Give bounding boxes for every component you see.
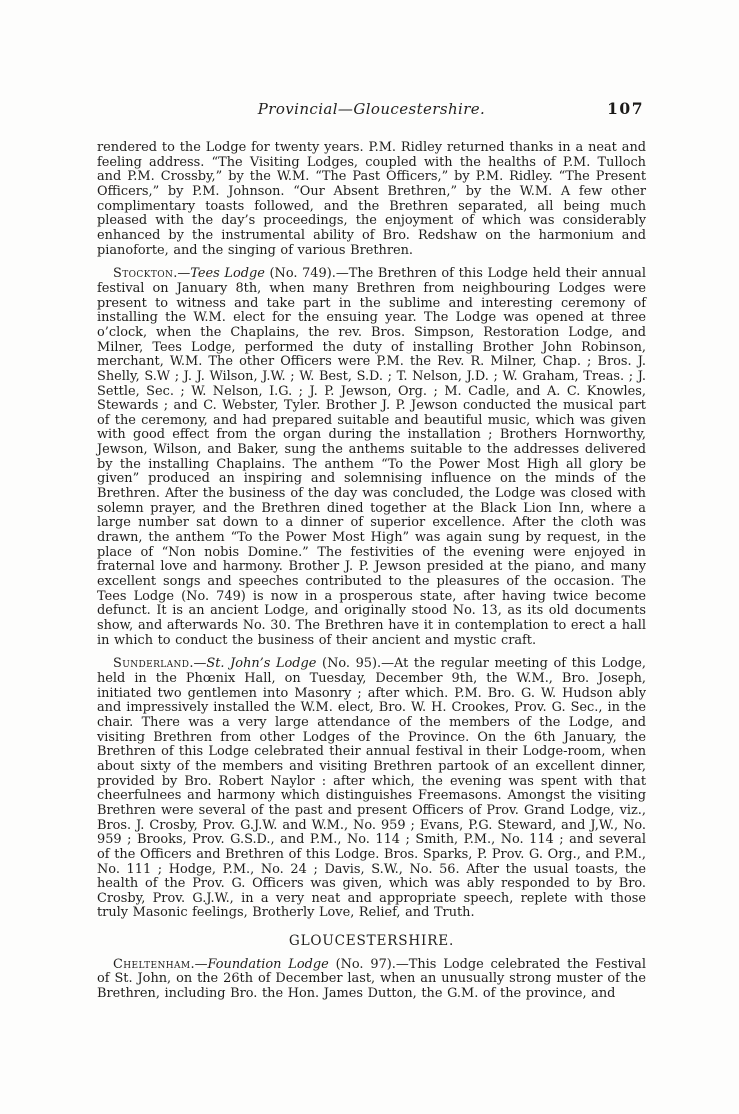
page-number: 107 [607, 99, 644, 118]
entry-lodge-name: Foundation Lodge [207, 956, 329, 972]
entry-lodge-name: St. John’s Lodge [206, 656, 317, 672]
entry-lodge-name: Tees Lodge [190, 266, 265, 282]
entry-place-name: Cheltenham [113, 956, 191, 972]
page-body [97, 141, 646, 1002]
entry-place-name: Stockton [113, 266, 174, 282]
entry-body-text: (No. 97).—This Lodge celebrated the Festival of St. John, on the 26th of December last, when an unusually strong muster of the Brethren, including Bro. the Hon. James Dutton, the G.M. of the province, and [97, 956, 646, 1002]
entry-separator: .— [173, 266, 191, 282]
continuation-paragraph [97, 141, 646, 258]
entry-separator: .— [190, 956, 208, 972]
running-header-title: Provincial—Gloucestershire. [257, 100, 486, 118]
entry-place-name: Sunderland [113, 656, 190, 672]
entry-body-text: (No. 95).—At the regular meeting of this Lodge, held in the Phœnix Hall, on Tuesday, December 9th, the W.M., Bro. Joseph, initiated two gentlemen into Masonry ; after which. P.M. Bro. G. W. Hudson ably and impressively installed the W.M. elect, Bro. W. H. Crookes, Prov. G. Sec., in the chair. There was a very large attendance of the members of the Lodge, and visiting Brethren from other Lodges of the Province. On the 6th January, the Brethren of this Lodge celebrated their annual festival in their Lodge-room, when about sixty of the members and visiting Brethren partook of an excellent dinner, provided by Bro. Robert Naylor : after which, the evening was spent with that cheerfulnees and harmony which distinguishes Freemasons. Amongst the visiting Brethren were several of the past and present Officers of Prov. Grand Lodge, viz., Bros. J. Crosby, Prov. G.J.W. and W.M., No. 959 ; Evans, P.G. Steward, and J,W., No. 959 ; Brooks, Prov. G.S.D., and P.M., No. 114 ; Smith, P.M., No. 114 ; and several of the Officers and Brethren of this Lodge. Bros. Sparks, P. Prov. G. Org., and P.M., No. 111 ; Hodge, P.M., No. 24 ; Davis, S.W., No. 56. After the usual toasts, the health of the Prov. G. Officers was given, which was ably responded to by Bro. Crosby, Prov. G.J.W., in a very neat and appropriate speech, replete with those truly Masonic feelings, Brotherly Love, Relief, and Truth. [97, 656, 646, 921]
lodge-entry-stockton [97, 267, 646, 648]
entry-separator: .— [189, 656, 207, 672]
section-heading-gloucestershire: GLOUCESTERSHIRE. [288, 933, 455, 950]
continuation-paragraph-text: rendered to the Lodge for twenty years. P.M. Ridley returned thanks in a neat and feeling address. “The Visiting Lodges, coupled with the healths of P.M. Tulloch and P.M. Crossby,” by the W.M. “The Past Officers,” by P.M. Ridley. “The Present Officers,” by P.M. Johnson. “Our Absent Brethren,” by the W.M. A few other complimentary toasts followed, and the Brethren separated, all being much pleased with the day’s proceedings, the enjoyment of which was considerably enhanced by the instrumental ability of Bro. Redshaw on the harmonium and pianoforte, and the singing of various Brethren. [97, 140, 646, 258]
lodge-entry-sunderland [97, 657, 646, 921]
text-column [97, 0, 646, 1002]
running-header [97, 100, 646, 120]
lodge-entry-cheltenham [97, 958, 646, 1002]
entry-body-text: (No. 749).—The Brethren of this Lodge held their annual festival on January 8th, when many Brethren from neighbouring Lodges were present to witness and take part in the sublime and interesting ceremony of installing the W.M. elect for the ensuing year. The Lodge was opened at three o’clock, when the Chaplains, the rev. Bros. Simpson, Restoration Lodge, and Milner, Tees Lodge, performed the duty of installing Brother John Robinson, merchant, W.M. The other Officers were P.M. the Rev. R. Milner, Chap. ; Bros. J. Shelly, S.W ; J. J. Wilson, J.W. ; W. Best, S.D. ; T. Nelson, J.D. ; W. Graham, Treas. ; J. Settle, Sec. ; W. Nelson, I.G. ; J. P. Jewson, Org. ; M. Cadle, and A. C. Knowles, Stewards ; and C. Webster, Tyler. Brother J. P. Jewson conducted the musical part of the ceremony, and had prepared suitable and beautiful music, which was given with good effect from the organ during the installation ; Brothers Hornworthy, Jewson, Wilson, and Baker, sung the anthems suitable to the addresses delivered by the installing Chaplains. The anthem “To the Power Most High all glory be given” produced an inspiring and solemnising influence on the minds of the Brethren. After the business of the day was concluded, the Lodge was closed with solemn prayer, and the Brethren dined together at the Black Lion Inn, where a large number sat down to a dinner of superior excellence. After the cloth was drawn, the anthem “To the Power Most High” was again sung by request, in the place of “Non nobis Domine.” The festivities of the evening were enjoyed in fraternal love and harmony. Brother J. P. Jewson presided at the piano, and many excellent songs and speeches contributed to the pleasures of the occasion. The Tees Lodge (No. 749) is now in a prosperous state, after having twice become defunct. It is an ancient Lodge, and originally stood No. 13, as its old documents show, and afterwards No. 30. The Brethren have it in contemplation to erect a hall in which to conduct the business of their ancient and mystic craft. [97, 266, 646, 648]
